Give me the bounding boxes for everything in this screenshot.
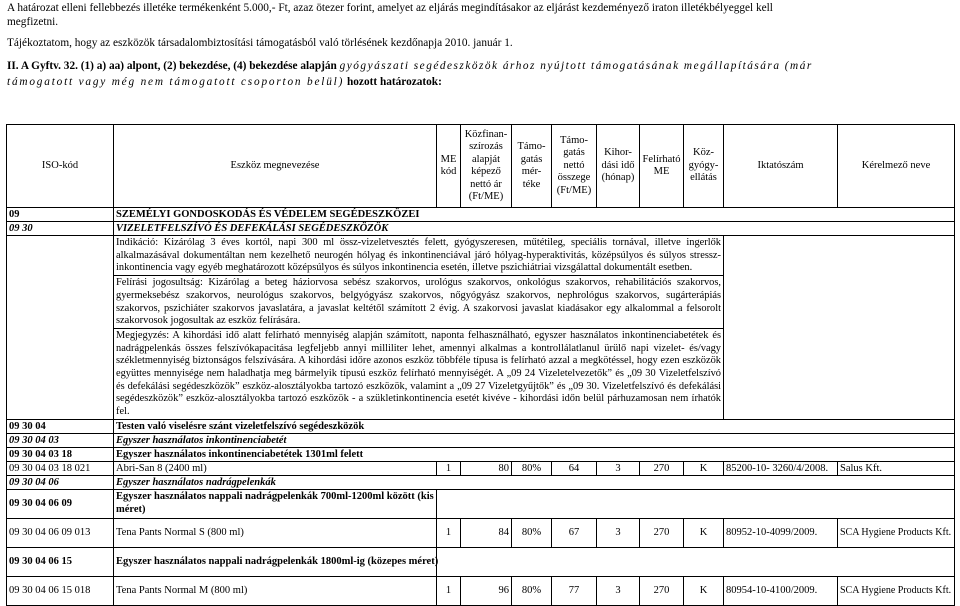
group-row [7, 208, 955, 222]
col-iktatoszam: Iktatószám [724, 125, 838, 208]
product-support-amount: 67 [552, 518, 597, 547]
subgroup-title: Egyszer használatos nadrágpelenkák [114, 475, 955, 489]
product-name: Abri-San 8 (2400 ml) [114, 461, 437, 475]
product-me: 1 [437, 461, 461, 475]
subgroup-code: 09 30 04 03 18 [7, 447, 114, 461]
product-support-rate: 80% [512, 518, 552, 547]
product-kozgyogy: K [684, 518, 724, 547]
product-wear-period: 3 [597, 518, 640, 547]
felirasi-note: Felírási jogosultság: Kizárólag a beteg háziorvosa sebész szakorvos, urológus szakorvos, onkológus szakorvos, rehabilitációs szakorvos, gyermeksebész szakorvos, neurológus szakorvos, belgyógyász szakorvos, nőgyógyász szakorvos, nephrológus szakorvos, sugárterápiás szakorvos, pszichiáter szakorvos javaslatára, a javaslat keltétől számított 2 évig. A szakorvosi javaslat kiadásakor egy alkalommal a felsorolt szakorvosok jogosultak az eszköz felírására. [114, 276, 724, 329]
product-support-amount: 77 [552, 576, 597, 605]
product-kozgyogy: K [684, 576, 724, 605]
subgroup-title: Egyszer használatos inkontinenciabetét [114, 433, 955, 447]
intro-line-1: A határozat elleni fellebbezés illetéke termékenként 5.000,- Ft, azaz ötezer forint, amelyet az eljárás megindításakor az eljárást kezdeményező iraton illetékbélyeggel kell [7, 2, 773, 14]
col-tamogatas-merteke: Támo-gatás mér-téke [512, 125, 552, 208]
product-iktatoszam: 80952-10-4099/2009. [724, 518, 838, 547]
subgroup-row [7, 419, 955, 433]
decisions-table [6, 124, 955, 606]
col-felirhato: Felírható ME [640, 125, 684, 208]
subgroup-title: Egyszer használatos nappali nadrágpelenkák 1800ml-ig (közepes méret) [114, 547, 437, 576]
group-code: 09 30 [7, 222, 114, 236]
group-title: SZEMÉLYI GONDOSKODÁS ÉS VÉDELEM SEGÉDESZKÖZEI [114, 208, 955, 222]
product-iso: 09 30 04 06 15 018 [7, 576, 114, 605]
notes-spacer [7, 236, 114, 420]
col-tamogatas-netto: Támo-gatás nettó összege (Ft/ME) [552, 125, 597, 208]
product-prescribable: 270 [640, 576, 684, 605]
product-name: Tena Pants Normal M (800 ml) [114, 576, 437, 605]
indikacio-note: Indikáció: Kizárólag 3 éves kortól, napi 300 ml össz-vizeletvesztés felett, gyógyszeresen, műtétileg, speciális tornával, illetve ingerlők alkalmazásával dokumentáltan nem kezelhető neurogén hólyag és inkontinenciával járó hólyag-hyperaktivitás, középsúlyos és súlyos stressz-inkontinencia vagy egyéb meghatározott középsúlyos és súlyos inkontinencia esetén, illetve pszichiátriai vizsgálattal dokumentált esetben. [114, 236, 724, 276]
product-kerelmezo: Salus Kft. [838, 461, 955, 475]
product-prescribable: 270 [640, 461, 684, 475]
subgroup-row [7, 447, 955, 461]
product-me: 1 [437, 518, 461, 547]
heading-part1: (1) a) aa) alpont, (2) bekezdése, (4) bekezdése alapján [77, 60, 340, 72]
group-row [7, 222, 955, 236]
product-prescribable: 270 [640, 518, 684, 547]
notes-row [7, 236, 955, 276]
product-support-amount: 64 [552, 461, 597, 475]
section-heading [7, 58, 953, 90]
subgroup-code: 09 30 04 03 [7, 433, 114, 447]
group-title: VIZELETFELSZÍVÓ ÉS DEFEKÁLÁSI SEGÉDESZKÖZÖK [114, 222, 955, 236]
intro-line-2: megfizetni. [7, 16, 59, 28]
col-name: Eszköz megnevezése [114, 125, 437, 208]
group-code: 09 [7, 208, 114, 222]
product-kerelmezo: SCA Hygiene Products Kft. [838, 518, 955, 547]
product-wear-period: 3 [597, 576, 640, 605]
subgroup-code: 09 30 04 06 [7, 475, 114, 489]
subgroup-title: Testen való viselésre szánt vizeletfelszívó segédeszközök [114, 419, 955, 433]
product-support-rate: 80% [512, 576, 552, 605]
col-iso: ISO-kód [7, 125, 114, 208]
product-row [7, 576, 955, 605]
subgroup-title: Egyszer használatos nappali nadrágpelenkák 700ml-1200ml között (kis méret) [114, 489, 437, 518]
product-row [7, 518, 955, 547]
empty-cells [437, 547, 955, 576]
notes-spacer-right [724, 236, 955, 420]
heading-italic2: támogatott vagy még nem támogatott csoporton belül) [7, 76, 345, 88]
subgroup-row [7, 475, 955, 489]
subgroup-row [7, 489, 955, 518]
megjegyzes-note: Megjegyzés: A kihordási idő alatt felírható mennyiség alapján számított, naponta felhasználható, egyszer használatos inkontinenciabetétek és nadrágpelenkás összes felszívókapacitása legfeljebb annyi milliliter lehet, amennyi alkalmas a kontrollálatlanul ürülő napi vizelet- és/vagy székletmennyiség biztonságos felszívására. A kihordási időre azonos eszköz többféle típusa is felírható azzal a megkötéssel, hogy ezen eszközök együttes mennyisége nem haladhatja meg bármelyik típusú eszköz felírható mennyiségét. A „09 24 Vizeletelvezetők” és „09 30 Vizeletfelszívó és defekálási segédeszközök” eszköz-alosztályokba tartozó eszközök, valamint a „09 27 Vizeletgyűjtők” és „09 30. Vizeletfelszívó és defekálási segédeszközök” eszköz-alosztályokba tartozó eszközök - a szükletinkontinencia esetét kivéve - kihordási időn belül párhuzamosan nem írhatók fel. [114, 328, 724, 419]
intro-line-3: Tájékoztatom, hogy az eszközök társadalombiztosítási támogatásból való törlésének kezdőnapja 2010. január 1. [7, 37, 513, 49]
subgroup-title: Egyszer használatos inkontinenciabetétek 1301ml felett [114, 447, 955, 461]
heading-italic1: gyógyászati segédeszközök árhoz nyújtott támogatásának megállapítására (már [339, 60, 813, 72]
section-title: II. A Gyftv. 32. [7, 60, 78, 72]
product-price: 84 [461, 518, 512, 547]
col-kihordasi: Kihor-dási idő (hónap) [597, 125, 640, 208]
product-iktatoszam: 85200-10- 3260/4/2008. [724, 461, 838, 475]
product-iso: 09 30 04 03 18 021 [7, 461, 114, 475]
col-kozgyogy: Köz-gyógy-ellátás [684, 125, 724, 208]
product-kozgyogy: K [684, 461, 724, 475]
col-kozfin: Közfinan-szírozás alapját képező nettó ár (Ft/ME) [461, 125, 512, 208]
subgroup-row [7, 547, 955, 576]
heading-part2: hozott határozatok: [344, 76, 442, 88]
empty-cells [437, 489, 955, 518]
product-price: 80 [461, 461, 512, 475]
subgroup-code: 09 30 04 06 15 [7, 547, 114, 576]
col-me: ME kód [437, 125, 461, 208]
product-me: 1 [437, 576, 461, 605]
product-support-rate: 80% [512, 461, 552, 475]
subgroup-code: 09 30 04 [7, 419, 114, 433]
subgroup-code: 09 30 04 06 09 [7, 489, 114, 518]
product-iso: 09 30 04 06 09 013 [7, 518, 114, 547]
product-wear-period: 3 [597, 461, 640, 475]
subgroup-row [7, 433, 955, 447]
header-row [7, 125, 955, 208]
product-kerelmezo: SCA Hygiene Products Kft. [838, 576, 955, 605]
product-name: Tena Pants Normal S (800 ml) [114, 518, 437, 547]
product-row [7, 461, 955, 475]
col-kerelmezo: Kérelmező neve [838, 125, 955, 208]
product-iktatoszam: 80954-10-4100/2009. [724, 576, 838, 605]
product-price: 96 [461, 576, 512, 605]
